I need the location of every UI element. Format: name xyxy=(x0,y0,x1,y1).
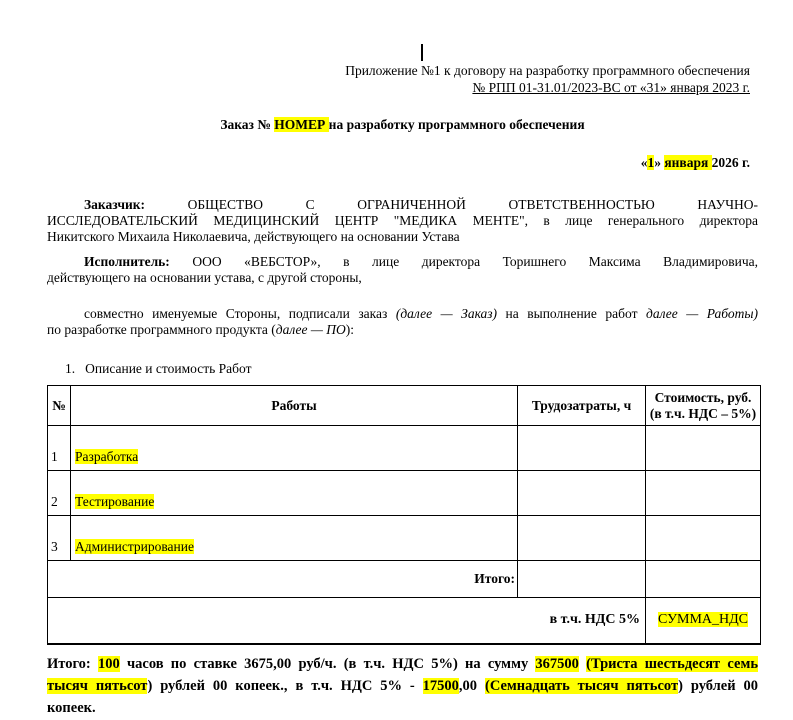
text-run: (Семнадцать тысяч пятьсот xyxy=(484,677,679,694)
order-date[interactable] xyxy=(47,154,758,171)
text-run: Заказчик: xyxy=(84,197,188,212)
row2-number: 2 xyxy=(48,471,71,516)
preamble-line2 xyxy=(47,322,758,338)
vat-value-cell[interactable] xyxy=(646,598,761,644)
row3-work-placeholder[interactable]: Администрирование xyxy=(75,539,194,554)
text-run: (Триста шестьдесят семь xyxy=(586,655,758,672)
text-run: » xyxy=(654,155,665,170)
total-row xyxy=(48,561,761,598)
text-run: января xyxy=(664,155,712,170)
text-run: 17500 xyxy=(422,677,459,694)
total-label-cell: Итого: xyxy=(48,561,518,598)
table-row xyxy=(48,516,761,561)
row2-cost-cell[interactable] xyxy=(646,471,761,516)
vat-row xyxy=(48,598,761,644)
row1-hours-cell[interactable] xyxy=(518,426,646,471)
col-header-works: Работы xyxy=(71,386,518,426)
text-run: на выполнение работ xyxy=(497,306,646,321)
text-run: ОБЩЕСТВО С ОГРАНИЧЕННОЙ ОТВЕТСТВЕННОСТЬЮ НАУЧНО- xyxy=(187,197,758,212)
preamble-line1 xyxy=(47,306,758,322)
text-run: Итого: xyxy=(47,655,98,672)
works-table xyxy=(47,385,761,645)
vat-sum-placeholder[interactable]: СУММА_НДС xyxy=(657,612,749,628)
text-run: часов по ставке 3675,00 руб/ч. (в т.ч. НДС 5%) на сумму xyxy=(119,655,536,672)
customer-line3: Никитского Михаила Николаевича, действующего на основании Устава xyxy=(47,229,460,244)
customer-line2: ИССЛЕДОВАТЕЛЬСКИЙ МЕДИЦИНСКИЙ ЦЕНТР "МЕДИКА МЕНТЕ", в лице генерального директора xyxy=(47,213,758,228)
text-run: копеек. xyxy=(47,699,96,716)
summary-line2 xyxy=(47,675,758,697)
row3-work-label[interactable] xyxy=(71,516,518,561)
preamble-paragraph xyxy=(47,306,758,338)
text-run: ): xyxy=(345,322,355,337)
summary-paragraph xyxy=(47,653,758,719)
row1-cost-cell[interactable] xyxy=(646,426,761,471)
text-run: далее — Работы) xyxy=(645,306,758,321)
col-header-hours: Трудозатраты, ч xyxy=(518,386,646,426)
text-run: 100 xyxy=(98,655,120,672)
document-content xyxy=(47,0,758,719)
text-run: НОМЕР xyxy=(274,117,329,132)
appendix-header xyxy=(47,0,758,96)
contract-number-line: № РПП 01-31.01/2023-ВС от «31» января 2023 г. xyxy=(472,80,750,95)
text-run: по разработке программного продукта ( xyxy=(47,322,276,337)
vat-label-cell: в т.ч. НДС 5% xyxy=(48,598,646,644)
section1-heading xyxy=(47,361,758,377)
col-header-cost-line1: Стоимость, руб. xyxy=(654,389,752,405)
text-run: ) рублей 00 xyxy=(678,677,759,694)
contractor-line2: действующего на основании устава, с другой стороны, xyxy=(47,270,362,285)
text-run: тысяч пятьсот xyxy=(47,677,148,694)
total-cost-cell[interactable] xyxy=(646,561,761,598)
contractor-paragraph xyxy=(47,254,758,286)
row3-number: 3 xyxy=(48,516,71,561)
text-run: Исполнитель: xyxy=(84,254,193,269)
row2-work-placeholder[interactable]: Тестирование xyxy=(75,494,155,509)
row2-work-label[interactable] xyxy=(71,471,518,516)
col-header-cost xyxy=(646,386,761,426)
text-run: на разработку программного обеспечения xyxy=(328,117,585,132)
text-run: ) рублей 00 копеек., в т.ч. НДС 5% - xyxy=(147,677,423,694)
table-row xyxy=(48,471,761,516)
text-run: (далее — Заказ) xyxy=(395,306,498,321)
total-hours-cell[interactable] xyxy=(518,561,646,598)
summary-line1 xyxy=(47,653,758,675)
appendix-header-line1: Приложение №1 к договору на разработку программного обеспечения xyxy=(345,63,750,78)
col-header-cost-line2: (в т.ч. НДС – 5%) xyxy=(649,405,757,421)
text-run: 2026 г. xyxy=(711,155,750,170)
row2-hours-cell[interactable] xyxy=(518,471,646,516)
text-run: далее — ПО xyxy=(275,322,346,337)
row3-hours-cell[interactable] xyxy=(518,516,646,561)
customer-paragraph xyxy=(47,197,758,245)
text-run: 367500 xyxy=(535,655,579,672)
text-run: совместно именуемые Стороны, подписали заказ xyxy=(84,306,396,321)
summary-line3 xyxy=(47,697,758,719)
row1-number: 1 xyxy=(48,426,71,471)
section1-title: Описание и стоимость Работ xyxy=(85,361,252,376)
order-title xyxy=(47,116,758,133)
works-table-header-row xyxy=(48,386,761,426)
col-header-num: № xyxy=(48,386,71,426)
row1-work-label[interactable] xyxy=(71,426,518,471)
section1-number: 1. xyxy=(65,361,76,376)
text-run: ООО «ВЕБСТОР», в лице директора Торишнего Максима Владимировича, xyxy=(192,254,758,269)
row3-cost-cell[interactable] xyxy=(646,516,761,561)
table-row xyxy=(48,426,761,471)
text-run: Заказ № xyxy=(220,117,275,132)
text-run: ,00 xyxy=(458,677,485,694)
row1-work-placeholder[interactable]: Разработка xyxy=(75,449,139,464)
contractor-line1 xyxy=(47,254,758,270)
customer-line1 xyxy=(47,197,758,213)
text-run: « xyxy=(640,155,648,170)
text-run: 1 xyxy=(647,155,655,170)
